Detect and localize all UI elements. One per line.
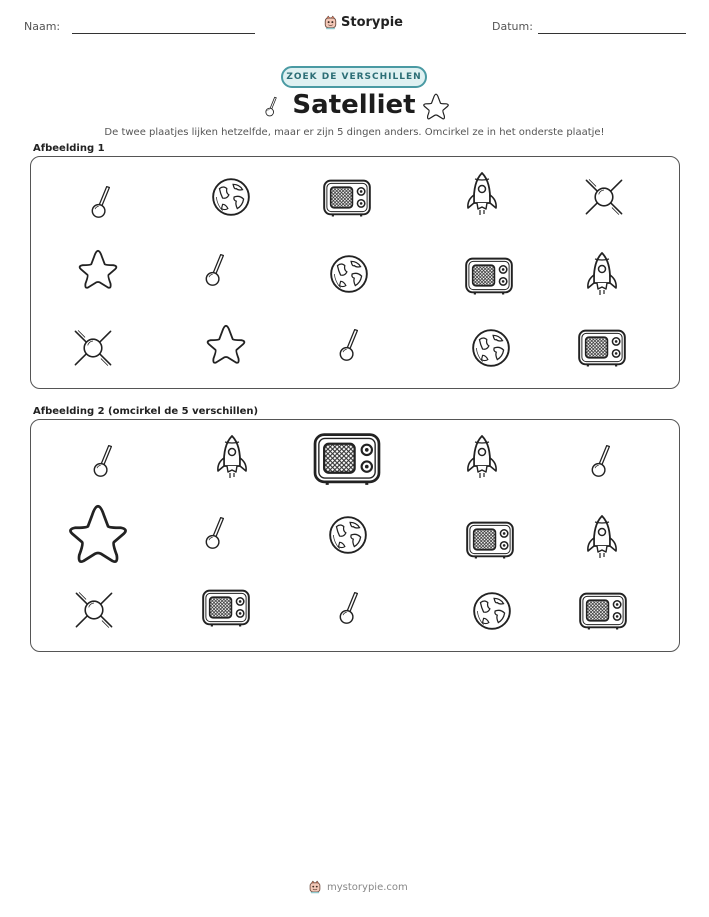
- satellite-dish-icon[interactable]: [200, 508, 236, 556]
- footer: [308, 879, 408, 895]
- activity-badge: ZOEK DE VERSCHILLEN: [281, 66, 427, 88]
- satellite-icon[interactable]: [72, 588, 116, 632]
- name-field[interactable]: [72, 33, 255, 34]
- instructions: De twee plaatjes lijken hetzelfde, maar er zijn 5 dingen anders. Omcirkel ze in het onderste plaatje!: [104, 127, 605, 138]
- star-title-icon: [420, 91, 452, 123]
- rocket-icon[interactable]: [582, 513, 622, 563]
- rocket-icon[interactable]: [212, 433, 252, 483]
- star-icon[interactable]: [62, 499, 134, 571]
- planet-earth-icon[interactable]: [327, 514, 369, 556]
- picture1-label: Afbeelding 1: [33, 143, 105, 154]
- rocket-icon[interactable]: [462, 433, 502, 483]
- radio-icon[interactable]: [465, 518, 515, 562]
- footer-url: mystorypie.com: [327, 881, 408, 893]
- planet-earth-icon: [210, 176, 252, 218]
- satellite-dish-icon: [200, 245, 236, 293]
- satellite-dish-icon: [86, 177, 122, 225]
- star-icon: [202, 321, 250, 369]
- planet-earth-icon[interactable]: [471, 590, 513, 632]
- satellite-dish-icon[interactable]: [88, 436, 124, 484]
- radio-icon: [464, 254, 514, 298]
- rocket-icon: [582, 250, 622, 300]
- satellite-dish-icon[interactable]: [586, 436, 622, 484]
- star-icon: [74, 246, 122, 294]
- satellite-dish-icon[interactable]: [334, 583, 370, 631]
- date-field[interactable]: [538, 33, 686, 34]
- planet-earth-icon: [328, 253, 370, 295]
- satellite-dish-icon: [334, 320, 370, 368]
- date-label: Datum:: [492, 20, 533, 33]
- page-title: Satelliet: [292, 90, 416, 120]
- rocket-icon: [462, 170, 502, 220]
- satellite-icon: [71, 326, 115, 370]
- storypie-logo: [323, 14, 403, 31]
- planet-earth-icon: [470, 327, 512, 369]
- radio-icon[interactable]: [578, 589, 628, 633]
- name-label: Naam:: [24, 20, 61, 33]
- satellite-icon: [582, 175, 626, 219]
- storypie-logo-icon: [323, 14, 338, 31]
- radio-icon: [322, 176, 372, 220]
- satellite-dish-title-icon: [262, 92, 284, 120]
- brand-name: Storypie: [341, 15, 403, 30]
- radio-icon[interactable]: [312, 428, 382, 490]
- radio-icon[interactable]: [201, 586, 251, 630]
- radio-icon: [577, 326, 627, 370]
- picture2-label: Afbeelding 2 (omcirkel de 5 verschillen): [33, 406, 259, 417]
- storypie-footer-logo-icon: [308, 879, 322, 895]
